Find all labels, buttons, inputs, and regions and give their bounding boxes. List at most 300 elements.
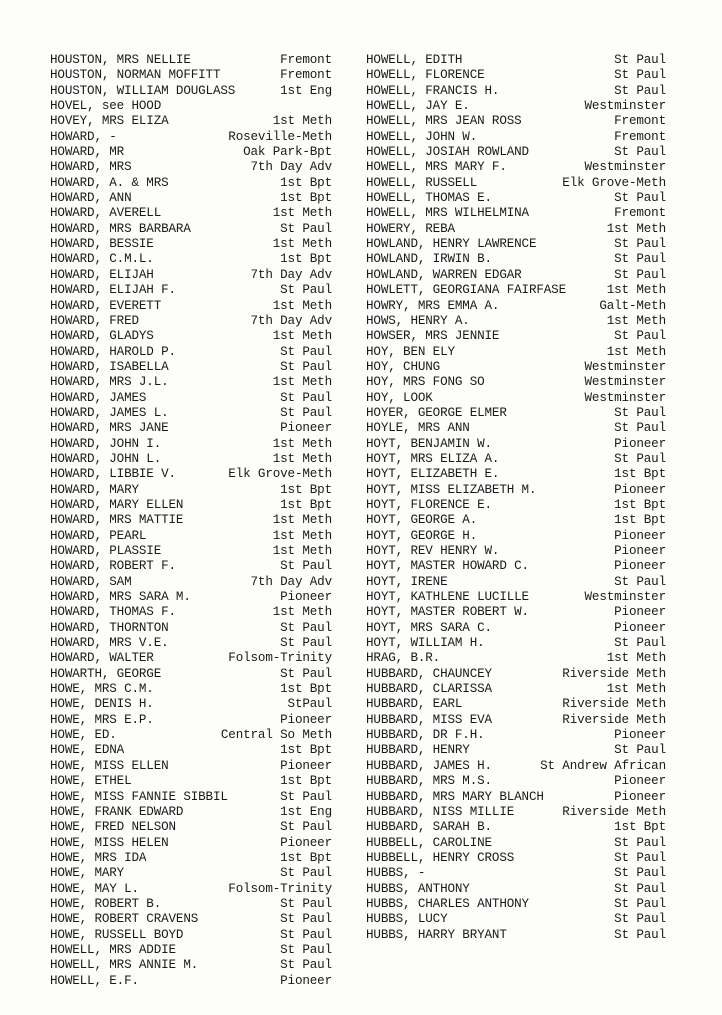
directory-entry [366, 820, 666, 835]
entry-church: 1st Bpt [280, 252, 332, 267]
entry-church: St Paul [280, 789, 332, 804]
directory-entry [50, 84, 332, 99]
entry-name: HOWARD, WALTER [50, 651, 154, 666]
entry-name: HOYT, MISS ELIZABETH M. [366, 482, 537, 497]
entry-church: Pioneer [280, 421, 332, 436]
entry-church: Fremont [280, 68, 332, 83]
directory-entry [366, 651, 666, 666]
entry-name: HOYLE, MRS ANN [366, 421, 470, 436]
entry-name: HOYT, MASTER HOWARD C. [366, 559, 529, 574]
entry-name: HOWARD, BESSIE [50, 237, 154, 252]
directory-entry [366, 605, 666, 620]
directory-entry [50, 483, 332, 498]
directory-entry [366, 53, 666, 68]
entry-church: Pioneer [614, 559, 666, 574]
entry-church: Riverside Meth [562, 712, 666, 727]
directory-entry [50, 406, 332, 421]
directory-entry [50, 805, 332, 820]
entry-name: HUBBARD, CLARISSA [366, 682, 492, 697]
entry-church: St Paul [614, 574, 666, 589]
entry-name: HOWELL, EDITH [366, 53, 463, 67]
entry-church: St Paul [614, 850, 666, 865]
directory-entry [50, 943, 332, 958]
directory-entry [366, 114, 666, 129]
entry-church: Riverside Meth [562, 666, 666, 681]
directory-entry [50, 268, 332, 283]
entry-name: HOUSTON, MRS NELLIE [50, 53, 191, 67]
entry-church: St Paul [614, 252, 666, 267]
entry-name: HOY, BEN ELY [366, 344, 455, 359]
directory-entry [366, 84, 666, 99]
entry-name: HOWELL, E.F. [50, 973, 139, 988]
entry-church: Elk Grove-Meth [562, 175, 666, 190]
entry-name: HOWARD, MRS BARBARA [50, 221, 191, 236]
directory-entry [366, 299, 666, 314]
directory-entry [366, 513, 666, 528]
directory-entry [366, 160, 666, 175]
entry-church: 1st Meth [272, 114, 332, 129]
entry-church: 1st Meth [272, 329, 332, 344]
entry-church: Westminster [584, 590, 666, 605]
entry-church: Pioneer [280, 973, 332, 988]
entry-name: HOWRY, MRS EMMA A. [366, 298, 500, 313]
entry-name: HOWARD, PLASSIE [50, 544, 162, 558]
directory-entry [50, 513, 332, 528]
entry-church: St Paul [614, 451, 666, 466]
entry-name: HOWARD, MRS JANE [50, 421, 169, 436]
entry-name: HUBBARD, MRS MARY BLANCH [366, 789, 544, 804]
entry-church: St Paul [614, 927, 666, 942]
directory-entry [366, 575, 666, 590]
entry-name: HOWE, MISS ELLEN [50, 758, 169, 773]
entry-church: 1st Bpt [280, 175, 332, 190]
directory-entry [366, 743, 666, 758]
entry-name: HOYT, FLORENCE E. [366, 497, 492, 512]
entry-name: HUBBELL, CAROLINE [366, 835, 492, 850]
entry-name: HOYT, MASTER ROBERT W. [366, 605, 529, 620]
entry-name: HOWARD, C.M.L. [50, 252, 154, 267]
entry-church: St Paul [614, 237, 666, 252]
entry-church: Riverside Meth [562, 804, 666, 819]
entry-church: St Paul [280, 221, 332, 236]
entry-church: St Paul [280, 927, 332, 942]
directory-entry [366, 68, 666, 83]
entry-church: St Paul [280, 283, 332, 298]
entry-name: HOUSTON, NORMAN MOFFITT [50, 68, 221, 83]
entry-church: 1st Meth [606, 313, 666, 328]
entry-name: HOWARD, JAMES L. [50, 405, 169, 420]
directory-entry [50, 467, 332, 482]
entry-church: 1st Bpt [614, 497, 666, 512]
entry-church: Fremont [614, 129, 666, 144]
directory-entry [366, 790, 666, 805]
entry-name: HOWARD, A. & MRS [50, 175, 169, 190]
entry-church: St Paul [280, 405, 332, 420]
directory-entry [366, 268, 666, 283]
entry-name: HOWLETT, GEORGIANA FAIRFASE [366, 283, 567, 298]
entry-church: 1st Meth [272, 513, 332, 528]
entry-name: HOWARD, MRS [50, 160, 132, 175]
directory-entry [50, 498, 332, 513]
left-column [50, 53, 332, 989]
entry-church: St Paul [280, 942, 332, 957]
directory-entry [50, 820, 332, 835]
entry-name: HOWARD, THOMAS F. [50, 605, 176, 620]
directory-entry [366, 483, 666, 498]
entry-church: Pioneer [280, 590, 332, 605]
entry-name: HOWE, FRED NELSON [50, 820, 176, 835]
directory-entry [366, 375, 666, 390]
entry-name: HOY, CHUNG [366, 359, 441, 374]
directory-entry [50, 130, 332, 145]
directory-entry [50, 590, 332, 605]
directory-entry [50, 68, 332, 83]
entry-name: HOWARD, GLADYS [50, 329, 154, 344]
directory-entry [366, 391, 666, 406]
directory-entry [50, 237, 332, 252]
directory-entry [50, 160, 332, 175]
directory-entry [366, 176, 666, 191]
entry-name: HUBBARD, HENRY [366, 743, 470, 758]
entry-church: 1st Meth [272, 237, 332, 252]
directory-entry [50, 222, 332, 237]
directory-entry [50, 636, 332, 651]
directory-entry [366, 99, 666, 114]
entry-name: HOWE, ED. [50, 728, 117, 743]
entry-name: HOWARD, JOHN I. [50, 436, 162, 451]
directory-entry [366, 206, 666, 221]
entry-name: HOWARD, FRED [50, 313, 139, 328]
directory-entry [50, 728, 332, 743]
entry-church: St Paul [614, 267, 666, 282]
entry-name: HOWELL, MRS ANNIE M. [50, 958, 199, 973]
entry-name: HOWELL, MRS ADDIE [50, 942, 176, 957]
entry-name: HOWARD, ELIJAH [50, 267, 154, 282]
directory-entry [50, 759, 332, 774]
directory-entry [50, 206, 332, 221]
directory-entry [50, 897, 332, 912]
directory-entry [366, 682, 666, 697]
entry-name: HOWE, DENIS H. [50, 697, 154, 712]
directory-entry [50, 697, 332, 712]
entry-name: HOWARD, AVERELL [50, 206, 162, 221]
entry-name: HOWARTH, GEORGE [50, 666, 162, 681]
directory-entry [50, 345, 332, 360]
entry-name: HUBBARD, MISS EVA [366, 712, 492, 727]
entry-church: 7th Day Adv [250, 574, 332, 589]
directory-entry [366, 314, 666, 329]
entry-name: HUBBARD, CHAUNCEY [366, 666, 492, 681]
directory-entry [50, 99, 332, 114]
entry-name: HOWARD, SAM [50, 574, 132, 589]
entry-church: 1st Bpt [280, 191, 332, 206]
entry-church: St Paul [614, 636, 666, 651]
directory-entry [50, 882, 332, 897]
entry-name: HOWE, MAY L. [50, 881, 139, 896]
entry-church: 1st Meth [606, 283, 666, 298]
entry-church: Roseville-Meth [228, 129, 332, 144]
directory-entry [366, 529, 666, 544]
entry-church: 1st Bpt [280, 743, 332, 758]
directory-entry [366, 360, 666, 375]
directory-entry [366, 882, 666, 897]
entry-name: HUBBS, ANTHONY [366, 881, 470, 896]
entry-name: HOWELL, MRS JEAN ROSS [366, 114, 522, 129]
entry-church: 1st Meth [606, 651, 666, 666]
entry-church: Westminster [584, 359, 666, 374]
entry-name: HOWE, ETHEL [50, 774, 132, 789]
directory-entry [366, 667, 666, 682]
entry-church: St Paul [614, 881, 666, 896]
entry-church: 1st Meth [606, 344, 666, 359]
entry-church: 1st Meth [272, 375, 332, 390]
entry-name: HOWELL, JOHN W. [366, 129, 478, 144]
directory-entry [366, 222, 666, 237]
entry-name: HRAG, B.R. [366, 651, 441, 666]
directory-entry [50, 529, 332, 544]
entry-church: 1st Meth [272, 298, 332, 313]
entry-church: 1st Meth [272, 436, 332, 451]
directory-entry [50, 866, 332, 881]
directory-entry [366, 636, 666, 651]
entry-name: HOWELL, FLORENCE [366, 68, 485, 83]
entry-church: 1st Bpt [614, 820, 666, 835]
entry-name: HOWARD, LIBBIE V. [50, 467, 176, 482]
entry-name: HOWSER, MRS JENNIE [366, 329, 500, 344]
directory-entry [50, 958, 332, 973]
entry-name: HOWLAND, HENRY LAWRENCE [366, 237, 537, 252]
directory-entry [50, 391, 332, 406]
directory-entry [366, 559, 666, 574]
directory-entry [50, 774, 332, 789]
directory-entry [50, 912, 332, 927]
entry-church: Westminster [584, 375, 666, 390]
entry-name: HOWARD, ELIJAH F. [50, 283, 176, 298]
entry-name: HOWARD, MR [50, 145, 125, 160]
entry-name: HUBBARD, NISS MILLIE [366, 804, 515, 819]
entry-church: 1st Bpt [280, 850, 332, 865]
entry-church: St Paul [614, 68, 666, 83]
entry-name: HOWLAND, IRWIN B. [366, 252, 492, 267]
directory-entry [50, 145, 332, 160]
entry-name: HOWELL, JOSIAH ROWLAND [366, 145, 529, 160]
entry-church: Pioneer [614, 728, 666, 743]
entry-church: Central So Meth [220, 728, 332, 743]
entry-church: St Paul [280, 820, 332, 835]
entry-name: HOUSTON, WILLIAM DOUGLASS [50, 83, 236, 98]
entry-name: HOWE, FRANK EDWARD [50, 804, 184, 819]
entry-church: St Paul [280, 359, 332, 374]
entry-church: St Paul [280, 390, 332, 405]
entry-church: St Paul [614, 421, 666, 436]
directory-entry [50, 329, 332, 344]
entry-church: St Paul [614, 912, 666, 927]
entry-name: HUBBARD, EARL [366, 697, 463, 712]
entry-church: St Paul [280, 666, 332, 681]
entry-church: 1st Meth [606, 682, 666, 697]
entry-church: St Paul [280, 344, 332, 359]
entry-name: HUBBS, LUCY [366, 912, 448, 927]
entry-name: HOWELL, MRS MARY F. [366, 160, 507, 175]
directory-entry [50, 651, 332, 666]
entry-name: HOWELL, JAY E. [366, 99, 470, 114]
directory-entry [50, 176, 332, 191]
entry-name: HOYER, GEORGE ELMER [366, 405, 507, 420]
entry-name: HOWELL, FRANCIS H. [366, 83, 500, 98]
entry-church: 1st Eng [280, 83, 332, 98]
directory-entry [50, 575, 332, 590]
entry-name: HOVEL, see HOOD [50, 99, 162, 114]
directory-entry [366, 467, 666, 482]
directory-entry [50, 114, 332, 129]
entry-name: HOWARD, JOHN L. [50, 451, 162, 466]
entry-church: 1st Meth [272, 451, 332, 466]
entry-name: HOWARD, THORNTON [50, 620, 169, 635]
entry-name: HOWS, HENRY A. [366, 313, 470, 328]
entry-church: 7th Day Adv [250, 313, 332, 328]
entry-name: HUBBS, CHARLES ANTHONY [366, 896, 529, 911]
entry-name: HOWARD, - [50, 129, 117, 144]
entry-church: St Paul [614, 191, 666, 206]
entry-church: St Paul [614, 145, 666, 160]
entry-church: St Paul [280, 958, 332, 973]
directory-entry [366, 590, 666, 605]
entry-name: HOYT, IRENE [366, 574, 448, 589]
directory-entry [50, 743, 332, 758]
entry-church: 1st Bpt [280, 497, 332, 512]
directory-entry [366, 759, 666, 774]
entry-name: HOWARD, ROBERT F. [50, 559, 176, 574]
entry-church: St Paul [614, 835, 666, 850]
entry-name: HOYT, MRS ELIZA A. [366, 451, 500, 466]
directory-entry [366, 329, 666, 344]
entry-church: Pioneer [280, 835, 332, 850]
entry-name: HOYT, GEORGE A. [366, 513, 478, 528]
entry-name: HUBBARD, SARAH B. [366, 820, 492, 835]
entry-name: HOWERY, REBA [366, 221, 455, 236]
entry-name: HOWARD, ISABELLA [50, 359, 169, 374]
entry-church: Pioneer [614, 544, 666, 558]
entry-name: HOWE, EDNA [50, 743, 125, 758]
entry-church: Fremont [614, 114, 666, 129]
entry-church: Folsom-Trinity [228, 651, 332, 666]
entry-church: 1st Meth [606, 221, 666, 236]
entry-name: HOWE, RUSSELL BOYD [50, 927, 184, 942]
directory-entry [50, 605, 332, 620]
entry-church: 1st Bpt [280, 482, 332, 497]
directory-entry [366, 728, 666, 743]
entry-name: HOWARD, ANN [50, 191, 132, 206]
entry-church: Pioneer [614, 528, 666, 543]
entry-church: St Paul [614, 405, 666, 420]
entry-name: HOWE, MISS FANNIE SIBBIL [50, 789, 228, 804]
directory-entry [366, 621, 666, 636]
entry-name: HOWELL, RUSSELL [366, 175, 478, 190]
entry-name: HOWARD, MARY ELLEN [50, 497, 184, 512]
entry-name: HOWARD, MRS MATTIE [50, 513, 184, 528]
directory-entry [366, 805, 666, 820]
directory-entry [50, 360, 332, 375]
entry-church: Westminster [584, 99, 666, 114]
directory-entry [366, 252, 666, 267]
entry-name: HOWLAND, WARREN EDGAR [366, 267, 522, 282]
directory-entry [366, 437, 666, 452]
entry-name: HOWELL, THOMAS E. [366, 191, 492, 206]
entry-name: HOWE, MARY [50, 866, 125, 881]
entry-name: HOWELL, MRS WILHELMINA [366, 206, 529, 221]
entry-church: Fremont [614, 206, 666, 221]
directory-entry [50, 191, 332, 206]
directory-entry [50, 544, 332, 559]
directory-entry [50, 314, 332, 329]
entry-church: Westminster [584, 390, 666, 405]
directory-entry [50, 928, 332, 943]
directory-entry [366, 912, 666, 927]
directory-entry [366, 130, 666, 145]
entry-church: 7th Day Adv [250, 160, 332, 175]
directory-entry [50, 790, 332, 805]
directory-entry [50, 621, 332, 636]
directory-entry [366, 897, 666, 912]
directory-entry [50, 53, 332, 68]
directory-entry [366, 928, 666, 943]
directory-entry [50, 252, 332, 267]
entry-church: Pioneer [614, 620, 666, 635]
entry-name: HOY, MRS FONG SO [366, 375, 485, 390]
entry-church: St Paul [280, 866, 332, 881]
directory-entry [366, 498, 666, 513]
entry-church: Fremont [280, 53, 332, 67]
entry-church: Pioneer [614, 774, 666, 789]
entry-name: HOWE, ROBERT B. [50, 896, 162, 911]
entry-church: Galt-Meth [599, 298, 666, 313]
directory-entry [366, 697, 666, 712]
directory-entry [366, 836, 666, 851]
directory-entry [366, 421, 666, 436]
entry-name: HOYT, KATHLENE LUCILLE [366, 590, 529, 605]
entry-name: HOWE, MRS C.M. [50, 682, 154, 697]
entry-church: St Paul [614, 896, 666, 911]
entry-name: HOWARD, MRS V.E. [50, 636, 169, 651]
directory-entry [50, 682, 332, 697]
entry-church: 1st Meth [272, 544, 332, 558]
directory-entry [50, 559, 332, 574]
entry-church: Pioneer [280, 712, 332, 727]
entry-name: HOY, LOOK [366, 390, 433, 405]
entry-church: St Paul [280, 636, 332, 651]
entry-church: 1st Eng [280, 804, 332, 819]
directory-entry [50, 421, 332, 436]
entry-church: 1st Bpt [614, 467, 666, 482]
entry-name: HUBBARD, MRS M.S. [366, 774, 492, 789]
entry-name: HOWARD, JAMES [50, 390, 147, 405]
entry-name: HOWE, MRS E.P. [50, 712, 154, 727]
directory-entry [366, 774, 666, 789]
entry-name: HUBBARD, JAMES H. [366, 758, 492, 773]
entry-name: HOWE, MISS HELEN [50, 835, 169, 850]
entry-name: HUBBS, HARRY BRYANT [366, 927, 507, 942]
entry-name: HOYT, ELIZABETH E. [366, 467, 500, 482]
entry-church: St Andrew African [540, 758, 666, 773]
directory-entry [366, 851, 666, 866]
entry-church: Pioneer [614, 482, 666, 497]
directory-entry [50, 713, 332, 728]
entry-church: St Paul [280, 896, 332, 911]
entry-church: St Paul [614, 866, 666, 881]
entry-name: HUBBS, - [366, 866, 426, 881]
directory-entry [366, 191, 666, 206]
directory-entry [366, 345, 666, 360]
